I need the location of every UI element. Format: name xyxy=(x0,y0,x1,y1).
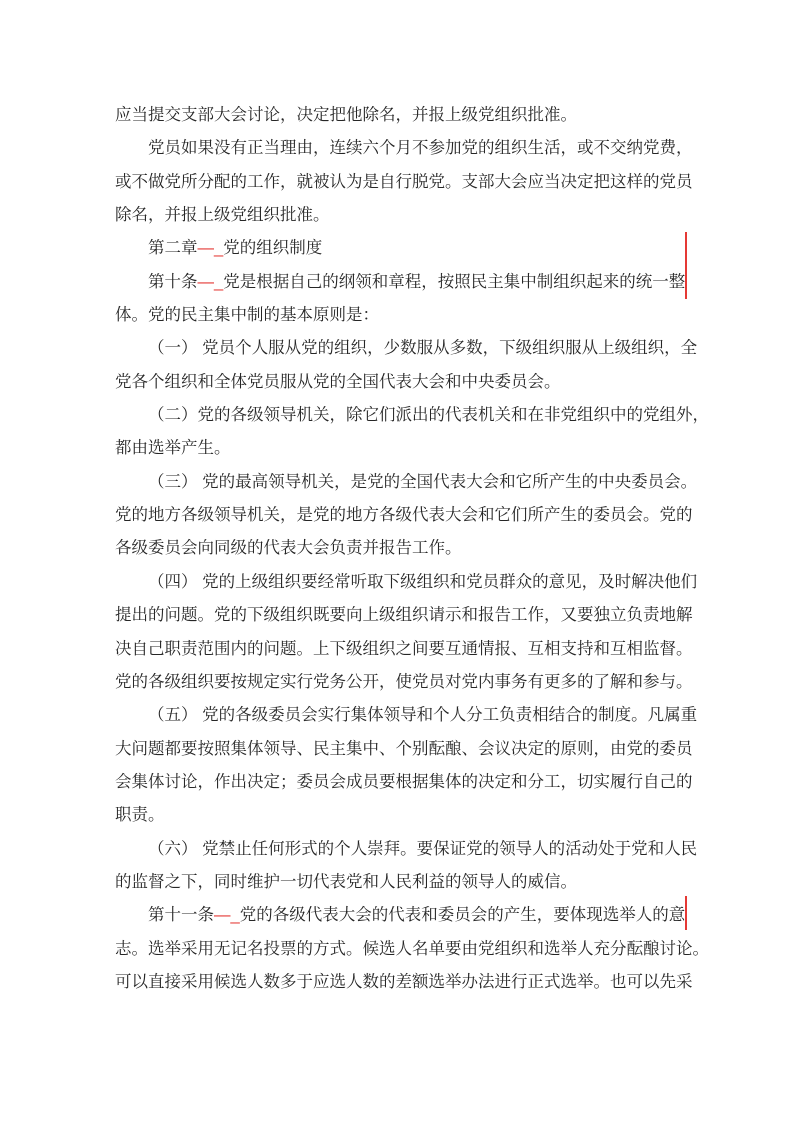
text-line xyxy=(115,833,698,866)
text-line xyxy=(115,733,693,766)
change-bar xyxy=(685,896,687,930)
text-line xyxy=(115,966,693,999)
change-bar xyxy=(685,232,687,299)
text-run: 决自己职责范围内的问题。上下级组织之间要互通情报、互相支持和互相监督。 xyxy=(115,639,693,658)
text-line xyxy=(115,299,683,332)
document-text-block[interactable] xyxy=(115,99,709,999)
text-line xyxy=(115,699,698,732)
text-line xyxy=(115,399,709,432)
revision-deleted-mark: — xyxy=(197,272,214,291)
text-line xyxy=(115,866,683,899)
text-line xyxy=(115,599,693,632)
text-line xyxy=(115,566,698,599)
text-run: 的监督之下，同时维护一切代表党和人民利益的领导人的威信。 xyxy=(115,872,577,891)
text-run: 职责。 xyxy=(115,806,165,825)
text-run: （六） 党禁止任何形式的个人崇拜。要保证党的领导人的活动处于党和人民 xyxy=(148,839,698,858)
text-line xyxy=(115,666,693,699)
text-line xyxy=(115,499,693,532)
text-run: 会集体讨论，作出决定；委员会成员要根据集体的决定和分工，切实履行自己的 xyxy=(115,772,693,791)
revision-inserted-mark: _ xyxy=(214,239,224,258)
text-run: （四） 党的上级组织要经常听取下级组织和党员群众的意见，及时解决他们 xyxy=(148,572,698,591)
text-run: 党的组织制度 xyxy=(223,239,323,258)
revision-deleted-mark: — xyxy=(197,239,214,258)
text-line xyxy=(115,633,693,666)
text-line xyxy=(115,799,683,832)
text-run: 第十一条 xyxy=(148,906,214,925)
text-run: 或不做党所分配的工作，就被认为是自行脱党。支部大会应当决定把这样的党员 xyxy=(115,172,693,191)
text-run: 党员如果没有正当理由，连续六个月不参加党的组织生活，或不交纳党费， xyxy=(148,139,693,158)
text-run: 各级委员会向同级的代表大会负责并报告工作。 xyxy=(115,539,462,558)
text-run: 除名，并报上级党组织批准。 xyxy=(115,206,330,225)
text-run: 第十条 xyxy=(148,272,198,291)
revision-inserted-mark: _ xyxy=(230,906,240,925)
text-run: 可以直接采用候选人数多于应选人数的差额选举办法进行正式选举。也可以先采 xyxy=(115,972,693,991)
text-run: 第二章 xyxy=(148,239,198,258)
text-run: （一） 党员个人服从党的组织，少数服从多数，下级组织服从上级组织，全 xyxy=(148,339,698,358)
text-line xyxy=(115,166,693,199)
text-line xyxy=(115,99,683,132)
text-line xyxy=(115,432,683,465)
text-line xyxy=(115,766,693,799)
text-run: 都由选举产生。 xyxy=(115,439,231,458)
revision-inserted-mark: _ xyxy=(214,272,224,291)
text-line xyxy=(115,532,683,565)
text-run: 党是根据自己的纲领和章程，按照民主集中制组织起来的统一整 xyxy=(223,272,686,291)
text-run: 体。党的民主集中制的基本原则是： xyxy=(115,306,379,325)
text-run: 大问题都要按照集体领导、民主集中、个别酝酿、会议决定的原则，由党的委员 xyxy=(115,739,693,758)
text-run: （二）党的各级领导机关，除它们派出的代表机关和在非党组织中的党组外， xyxy=(148,406,709,425)
text-line xyxy=(115,466,698,499)
text-line xyxy=(115,933,709,966)
revision-deleted-mark: — xyxy=(214,906,231,925)
text-line-revised xyxy=(115,266,686,299)
text-line xyxy=(115,366,683,399)
text-line xyxy=(115,332,698,365)
text-run: （五） 党的各级委员会实行集体领导和个人分工负责相结合的制度。凡属重 xyxy=(148,706,698,725)
text-run: （三） 党的最高领导机关，是党的全国代表大会和它所产生的中央委员会。 xyxy=(148,472,698,491)
text-line xyxy=(115,132,693,165)
text-run: 党各个组织和全体党员服从党的全国代表大会和中央委员会。 xyxy=(115,372,561,391)
text-run: 党的各级组织要按规定实行党务公开，使党员对党内事务有更多的了解和参与。 xyxy=(115,672,693,691)
text-run: 志。选举采用无记名投票的方式。候选人名单要由党组织和选举人充分酝酿讨论。 xyxy=(115,939,709,958)
text-line-revised xyxy=(115,232,683,265)
text-run: 党的地方各级领导机关，是党的地方各级代表大会和它们所产生的委员会。党的 xyxy=(115,506,693,525)
text-run: 党的各级代表大会的代表和委员会的产生，要体现选举人的意 xyxy=(239,906,686,925)
text-line-revised xyxy=(115,899,686,932)
text-line xyxy=(115,199,683,232)
text-run: 提出的问题。党的下级组织既要向上级组织请示和报告工作，又要独立负责地解 xyxy=(115,606,693,625)
text-run: 应当提交支部大会讨论，决定把他除名，并报上级党组织批准。 xyxy=(115,106,577,124)
